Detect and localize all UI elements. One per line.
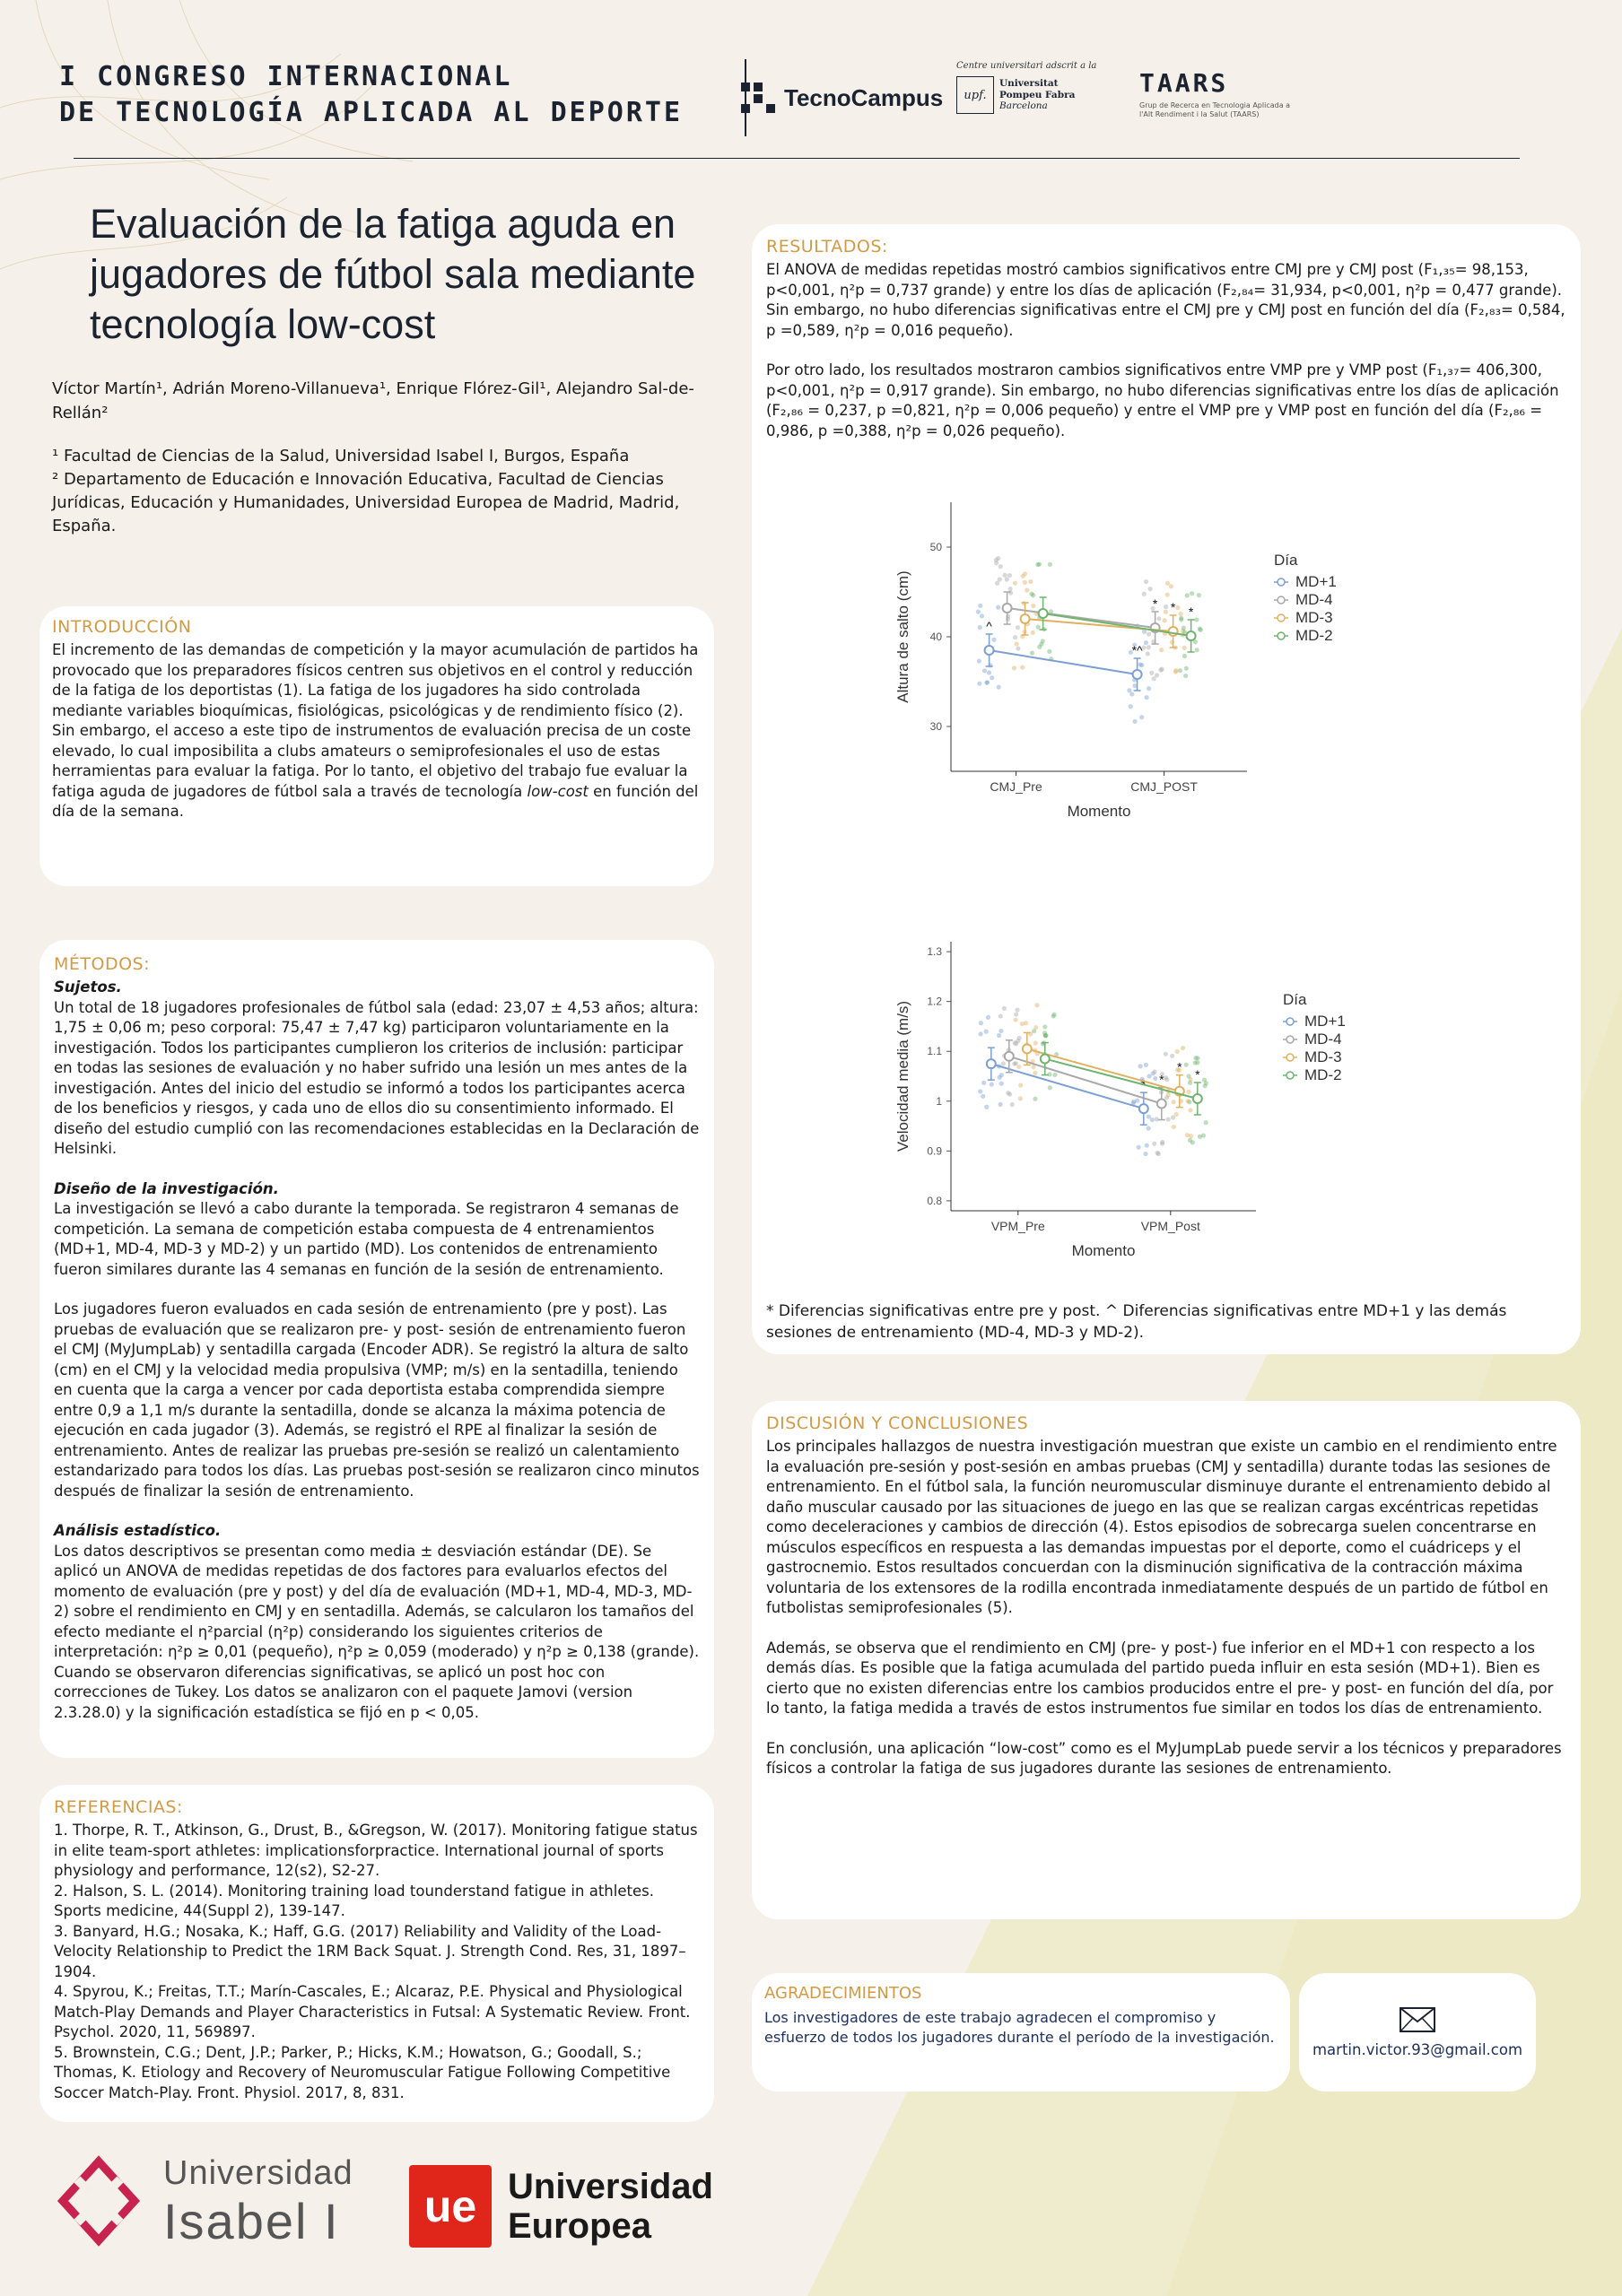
jitter-point: [1033, 1071, 1037, 1075]
jitter-point: [1139, 663, 1144, 667]
methods-card: [39, 940, 714, 1758]
jitter-point: [1149, 671, 1154, 675]
jitter-point: [1146, 651, 1150, 656]
significance-marker: *: [1159, 1072, 1164, 1087]
ack-card: [752, 1973, 1290, 2092]
jitter-point: [1147, 587, 1152, 591]
tecnocampus-icon: [741, 83, 777, 113]
results-footnote: * Diferencias significativas entre pre y post. ^ Diferencias significativas entre MD+1 y las demás sesiones de entrenamiento (MD-4, MD-3 y MD-2).: [766, 1302, 1507, 1342]
contact-card: [1299, 1973, 1536, 2092]
jitter-point: [979, 1031, 983, 1036]
jitter-point: [1181, 1046, 1185, 1050]
jitter-point: [977, 682, 981, 686]
jitter-point: [1144, 579, 1148, 584]
jitter-point: [1023, 580, 1027, 585]
mail-icon: [1400, 2007, 1435, 2032]
discussion-card: [752, 1401, 1581, 1919]
jitter-point: [1036, 625, 1041, 630]
jitter-point: [1008, 587, 1013, 591]
upf-mark: upf.: [956, 76, 994, 114]
ue-mark: [409, 2165, 492, 2248]
jitter-point: [1031, 604, 1035, 608]
jitter-point: [990, 675, 994, 680]
jitter-point: [1152, 676, 1156, 681]
jitter-point: [997, 685, 1001, 690]
legend-swatch: [1278, 596, 1285, 604]
jitter-point: [1031, 1065, 1035, 1069]
mean-point: [1005, 1052, 1014, 1061]
jitter-point: [1184, 666, 1189, 671]
jitter-point: [1164, 1052, 1168, 1057]
upf-name-3: Barcelona: [999, 100, 1048, 112]
isabel-line2: Isabel I: [163, 2193, 340, 2249]
jitter-point: [978, 625, 982, 630]
jitter-point: [1188, 1138, 1192, 1143]
jitter-point: [1052, 1073, 1057, 1077]
jitter-point: [1188, 1081, 1192, 1085]
jitter-point: [1010, 1102, 1015, 1107]
jitter-point: [1014, 1012, 1018, 1016]
mean-point: [1003, 604, 1012, 613]
jitter-point: [1166, 1118, 1171, 1122]
jitter-point: [1188, 1108, 1192, 1112]
methods-p3: Los jugadores fueron evaluados en cada sesión de entrenamiento (pre y post). Las pruebas de evaluación que se realizaron pre- y post- sesión de entrenamiento fueron el CMJ (MyJumpLab) y sentadilla cargada (Encoder ADR). Se registró la altura de salto (cm) en el CMJ y la velocidad media propulsiva (VMP; m/s) en la sentadilla, teniendo en cuenta que la carga a vencer por cada deportista estaba comprendida siempre entre 0,9 a 1,1 m/s durante la sentadilla, donde se alcanza la máxima potencia de ejecución en cada jugador (3). Además, se registró el RPE al finalizar la sesión de entrenamiento. Antes de realizar las pruebas pre-sesión se realizó un calentamiento estandarizado para todos los días. Las pruebas post-sesión se realizaron cinco minutos después de finalizar la sesión de entrenamiento.: [54, 1300, 700, 1500]
jitter-point: [1156, 616, 1161, 621]
series-line-MD+1: [990, 650, 1138, 674]
jitter-point: [1006, 614, 1010, 619]
universidad-europea-logo: [409, 2165, 713, 2248]
jitter-point: [1147, 1126, 1151, 1130]
jitter-point: [1051, 1013, 1056, 1018]
jitter-point: [1047, 1072, 1051, 1076]
mean-point: [1039, 609, 1048, 618]
jitter-point: [1165, 581, 1170, 586]
upf-logo: [956, 61, 1100, 114]
y-axis-title: Velocidad media (m/s): [894, 1000, 911, 1152]
jitter-point: [1030, 651, 1034, 656]
jitter-point: [1147, 1074, 1152, 1078]
contact-email-link[interactable]: martin.victor.93@gmail.com: [1312, 2040, 1523, 2058]
jitter-point: [987, 670, 991, 674]
mean-point: [1021, 614, 1030, 623]
jitter-point: [990, 1082, 994, 1086]
jitter-point: [1190, 591, 1194, 596]
jitter-point: [1203, 1083, 1208, 1088]
significance-marker: ^: [986, 619, 992, 633]
methods-sub-analisis: Análisis estadístico.: [54, 1522, 222, 1539]
x-tick-label: CMJ_Pre: [990, 779, 1042, 794]
jitter-point: [1182, 654, 1187, 658]
congress-title-line2: DE TECNOLOGÍA APLICADA AL DEPORTE: [59, 97, 684, 128]
jitter-point: [1145, 695, 1149, 700]
upf-name-1: Universitat: [999, 78, 1059, 90]
jitter-point: [1003, 573, 1007, 578]
jitter-point: [998, 1102, 1003, 1107]
jitter-point: [997, 1033, 1001, 1038]
legend-swatch: [1286, 1072, 1294, 1079]
jitter-point: [1012, 665, 1016, 670]
taars-title: TAARS: [1139, 68, 1229, 98]
jitter-point: [1002, 1006, 1007, 1011]
taars-subtitle: Grup de Recerca en Tecnologia Aplicada a l'Alt Rendiment i la Salut (TAARS): [1139, 101, 1291, 118]
jitter-point: [1016, 1065, 1021, 1069]
intro-text-b: en función del día de la semana.: [52, 782, 699, 820]
jitter-point: [1153, 1076, 1157, 1081]
references-card: [39, 1785, 714, 2122]
header-rule: [74, 158, 1520, 159]
jitter-point: [1182, 646, 1187, 650]
jitter-point: [1182, 626, 1186, 631]
jitter-point: [1193, 1056, 1198, 1060]
poster-title: Evaluación de la fatiga aguda en jugadores de fútbol sala mediante tecnología low-cost: [90, 201, 696, 347]
taars-logo: [1139, 68, 1292, 119]
mean-point: [1133, 670, 1142, 679]
jitter-point: [998, 1029, 1003, 1033]
jitter-point: [982, 668, 987, 673]
jitter-point: [1198, 1135, 1202, 1139]
significance-marker: *: [1152, 596, 1158, 611]
jitter-point: [1025, 588, 1029, 593]
jitter-point: [980, 613, 984, 618]
jitter-point: [1142, 630, 1147, 634]
jitter-point: [998, 564, 1003, 569]
significance-marker: *: [1188, 604, 1194, 619]
jitter-point: [1202, 1077, 1207, 1082]
methods-p4: Los datos descriptivos se presentan como media ± desviación estándar (DE). Se aplicó un ANOVA de medidas repetidas de dos factores para evaluarlos efectos del momento de evaluación (pre y post) y del día de evaluación (MD+1, MD-4, MD-3, MD-2) sobre el rendimiento en CMJ y en sentadilla. Además, se calcularon los tamaños del efecto mediante el η²parcial (η²p) considerando los siguientes criterios de interpretación: η²p ≥ 0,01 (pequeño), η²p ≥ 0,059 (moderado) y η²p ≥ 0,138 (grande). Cuando se observaron diferencias significativas, se aplicó un post hoc con correcciones de Tukey. Los datos se analizaron con el paquete Jamovi (version 2.3.28.0) y la significación estadística se fijó en p < 0,05.: [54, 1542, 700, 1721]
methods-sub-diseno: Diseño de la investigación.: [54, 1179, 279, 1197]
jitter-point: [1013, 1017, 1017, 1022]
jitter-point: [1204, 1120, 1208, 1125]
mean-point: [1193, 1094, 1202, 1103]
significance-marker: *: [1195, 1067, 1200, 1082]
methods-heading: MÉTODOS:: [54, 954, 151, 974]
y-tick-label: 0.8: [927, 1194, 942, 1207]
congress-title-line1: I CONGRESO INTERNACIONAL: [59, 61, 513, 92]
x-tick-label: VPM_Pre: [990, 1219, 1045, 1233]
jitter-point: [1144, 1063, 1148, 1067]
jitter-point: [1170, 1054, 1174, 1058]
jitter-point: [1178, 668, 1182, 673]
results-p1: El ANOVA de medidas repetidas mostró cambios significativos entre CMJ pre y CMJ post (F₁,₃₅= 98,153, p<0,001, η²p = 0,737 grande) y entre los días de aplicación (F₂,₈₄= 31,934, p<0,001, η²p = 0,477 grande). Sin embargo, no hubo diferencias significativas entre el CMJ pre y CMJ post en función del día (F₂,₈₃= 0,584, p =0,589, η²p = 0,016 pequeño).: [766, 261, 1565, 339]
jitter-point: [1158, 668, 1163, 673]
legend-label-MD+1: MD+1: [1295, 573, 1337, 590]
jitter-point: [1048, 1085, 1052, 1090]
jitter-point: [1159, 648, 1164, 652]
legend-label-MD+1: MD+1: [1304, 1013, 1346, 1030]
jitter-point: [1166, 1092, 1171, 1097]
y-tick-label: 0.9: [927, 1144, 942, 1158]
mean-point: [1187, 631, 1196, 640]
jitter-point: [1015, 1007, 1019, 1012]
jitter-point: [1147, 631, 1151, 636]
legend-swatch: [1286, 1036, 1294, 1043]
jitter-point: [1187, 1100, 1191, 1104]
mean-point: [1041, 1055, 1050, 1064]
methods-p2: La investigación se llevó a cabo durante la temporada. Se registraron 4 semanas de competición. La semana de competición estaba compuesta de 4 entrenamientos (MD+1, MD-4, MD-3 y MD-2) y un partido (MD). Los contenidos de entrenamiento fueron similares durante las 4 semanas en función de la sesión de entrenamiento.: [54, 1200, 679, 1278]
jitter-point: [984, 1105, 989, 1109]
y-tick-label: 1.2: [927, 995, 942, 1008]
tecnocampus-name: TecnoCampus: [784, 83, 944, 111]
y-tick-label: 30: [929, 720, 942, 733]
jitter-point: [1135, 1099, 1139, 1103]
legend-label-MD-3: MD-3: [1295, 609, 1333, 626]
y-tick-label: 50: [929, 541, 942, 553]
jitter-point: [976, 610, 981, 614]
jitter-point: [1016, 625, 1020, 630]
legend-swatch: [1286, 1054, 1294, 1061]
discussion-p1: Los principales hallazgos de nuestra investigación muestran que existe un cambio en el rendimiento entre la evaluación pre-sesión y post-sesión en ambas pruebas (CMJ y sentadilla) durante todas las sesiones de entrenamiento. En el fútbol sala, la función neuromuscular disminuye durante el entrenamiento debido al daño muscular causado por las situaciones de juego en las que se realizan cargas excéntricas repetidas como deceleraciones y cambios de dirección (4). Estos episodios de sobrecarga suelen concentrarse en músculos específicos en respuesta a las demandas impuestas por el deporte, como el cuádriceps y el gastrocnemio. Estos resultados concuerdan con la disminución significativa de la contracción máxima voluntaria de los extensores de la rodilla encontrada inmediatamente después de un partido de fútbol en futbolistas semiprofesionales (5).: [766, 1438, 1557, 1616]
jitter-point: [977, 658, 981, 663]
isabel-line1: Universidad: [163, 2154, 353, 2192]
jitter-point: [1164, 1077, 1169, 1082]
ue-line1: Universidad: [508, 2167, 713, 2206]
x-tick-label: VPM_Post: [1140, 1219, 1200, 1233]
jitter-point: [1147, 645, 1151, 649]
jitter-point: [1185, 593, 1190, 597]
legend-swatch: [1278, 632, 1285, 639]
jitter-point: [1023, 571, 1027, 576]
legend-title: Día: [1283, 991, 1307, 1008]
intro-heading: INTRODUCCIÓN: [52, 617, 192, 637]
jitter-point: [1185, 1133, 1190, 1137]
affiliations: [52, 445, 707, 538]
cmj-chart: [888, 493, 1426, 852]
legend-swatch: [1278, 614, 1285, 622]
jitter-point: [1018, 1083, 1023, 1088]
jitter-point: [1048, 562, 1052, 567]
jitter-point: [1142, 592, 1147, 596]
jitter-point: [1033, 1040, 1038, 1045]
jitter-point: [1032, 1029, 1036, 1033]
legend-label-MD-4: MD-4: [1295, 591, 1333, 608]
jitter-point: [1199, 628, 1203, 632]
jitter-point: [1138, 1064, 1143, 1068]
jitter-point: [1164, 604, 1168, 609]
mean-point: [1157, 1100, 1166, 1109]
jitter-point: [1013, 1040, 1017, 1045]
jitter-point: [1147, 1114, 1151, 1118]
jitter-point: [1179, 612, 1183, 616]
ack-text: Los investigadores de este trabajo agradecen el compromiso y esfuerzo de todos los jugadores durante el período de la investigación.: [764, 2009, 1275, 2046]
jitter-point: [1165, 593, 1170, 597]
jitter-point: [1175, 605, 1180, 610]
mean-point: [985, 646, 994, 655]
jitter-point: [1018, 1096, 1023, 1100]
jitter-point: [1175, 1049, 1180, 1054]
jitter-point: [1028, 579, 1033, 584]
jitter-point: [1132, 683, 1137, 688]
y-tick-label: 40: [929, 631, 942, 643]
x-tick-label: CMJ_POST: [1130, 779, 1198, 794]
jitter-point: [1024, 1021, 1028, 1025]
references-heading: REFERENCIAS:: [54, 1797, 183, 1817]
authors: Víctor Martín¹, Adrián Moreno-Villanueva¹, Enrique Flórez-Gil¹, Alejandro Sal-de-Rellán²: [52, 379, 694, 422]
jitter-point: [1016, 646, 1020, 650]
affiliation-2: ² Departamento de Educación e Innovación Educativa, Facultad de Ciencias Jurídicas, Educación y Humanidades, Universidad Europea de Madrid, Madrid, España.: [52, 470, 680, 535]
ack-heading: AGRADECIMIENTOS: [764, 1984, 922, 2003]
y-tick-label: 1.1: [927, 1045, 942, 1058]
jitter-point: [1007, 573, 1012, 578]
legend-swatch: [1278, 578, 1285, 586]
reference-4: 4. Spyrou, K.; Freitas, T.T.; Marín-Cascales, E.; Alcaraz, P.E. Physical and Physiological Match-Play Demands and Player Characteristics in Futsal: A Systematic Review. Front. Psychol. 2020, 11, 569897.: [54, 1983, 691, 2040]
jitter-point: [998, 577, 1002, 581]
intro-text: [52, 640, 702, 822]
mean-point: [1023, 1044, 1032, 1053]
jitter-point: [1034, 1003, 1039, 1007]
jitter-point: [994, 558, 998, 562]
jitter-point: [1186, 1074, 1190, 1078]
results-heading: RESULTADOS:: [766, 237, 888, 257]
congress-title: [59, 59, 683, 131]
jitter-point: [999, 1082, 1004, 1086]
jitter-point: [1013, 635, 1017, 639]
jitter-point: [1037, 561, 1042, 566]
jitter-point: [1172, 1125, 1176, 1129]
vmp-chart: [888, 933, 1426, 1265]
significance-marker: *: [1170, 600, 1176, 614]
jitter-point: [1145, 1144, 1149, 1148]
reference-2: 2. Halson, S. L. (2014). Monitoring training load tounderstand fatigue in athletes. Sports medicine, 44(Suppl 2), 139-147.: [54, 1882, 654, 1919]
jitter-point: [1137, 1145, 1141, 1150]
jitter-point: [1037, 645, 1042, 649]
y-axis-title: Altura de salto (cm): [894, 570, 911, 703]
jitter-point: [1184, 1063, 1189, 1067]
jitter-point: [1031, 631, 1035, 635]
jitter-point: [1014, 1061, 1018, 1065]
jitter-point: [999, 1073, 1004, 1077]
jitter-point: [981, 1081, 986, 1085]
x-axis-title: Momento: [1071, 1242, 1136, 1259]
tecnocampus-logo: [741, 83, 943, 113]
legend-label-MD-2: MD-2: [1304, 1066, 1342, 1083]
jitter-point: [1155, 673, 1159, 677]
jitter-point: [1047, 649, 1051, 654]
significance-marker: *^: [1131, 643, 1143, 657]
jitter-point: [1169, 584, 1173, 588]
jitter-point: [978, 1089, 982, 1093]
ue-mark-text: ue: [423, 2181, 477, 2231]
discussion-p2: Además, se observa que el rendimiento en CMJ (pre- y post-) fue inferior en el MD+1 con respecto a los demás días. Es posible que la fatiga acumulada del partido pueda influir en esta sesión (MD+1). Bien es cierto que no existen diferencias entre los cambios producidos entre el pre- y post- en función del día, por lo tanto, la fatiga medida a través de estos instrumentos fue similar en todos los días de entrenamiento.: [766, 1639, 1554, 1717]
jitter-point: [1152, 1069, 1156, 1074]
jitter-point: [1160, 1142, 1164, 1146]
legend-label-MD-4: MD-4: [1304, 1031, 1342, 1048]
methods-sub-sujetos: Sujetos.: [54, 978, 122, 996]
series-line-MD+1: [991, 1064, 1144, 1109]
legend-label-MD-2: MD-2: [1295, 627, 1333, 644]
jitter-point: [1173, 668, 1178, 673]
jitter-point: [996, 605, 1000, 610]
series-line-MD-2: [1043, 613, 1191, 636]
upf-name-2: Pompeu Fabra: [999, 89, 1076, 100]
jitter-point: [1041, 639, 1045, 643]
reference-1: 1. Thorpe, R. T., Atkinson, G., Drust, B., &Gregson, W. (2017). Monitoring fatigue status in elite team-sport athletes: implicationsforpractice. International journal of sports physiology and performance, 12(s2), S2-27.: [54, 1822, 698, 1879]
jitter-point: [1183, 674, 1188, 678]
series-line-MD-2: [1045, 1059, 1198, 1099]
jitter-point: [1017, 1036, 1022, 1040]
jitter-point: [1031, 593, 1035, 597]
methods-p1: Un total de 18 jugadores profesionales de fútbol sala (edad: 23,07 ± 4,53 años; altura: 1,75 ± 0,06 m; peso corporal: 75,47 ± 7,47 kg) participaron voluntariamente en la investigación. Todos los participantes cumplieron los criterios de inclusión: participar en todas las sesiones de evaluación y no haber sufrido una lesión un mes antes de la investigación. Antes del inicio del estudio se informó a todos los participantes acerca de los beneficios y riesgos, y cada uno de ellos dio su consentimiento informado. El diseño del estudio cumplió con las recomendaciones establecidas en la Declaración de Helsinki.: [54, 998, 700, 1157]
jitter-point: [1197, 593, 1201, 597]
jitter-point: [1042, 1024, 1047, 1029]
reference-3: 3. Banyard, H.G.; Nosaka, K.; Haff, G.G. (2017) Reliability and Validity of the Load-Velocity Relationship to Predict the 1RM Back Squat. J. Strength Cond. Res, 31, 1897–1904.: [54, 1922, 686, 1980]
jitter-point: [1193, 1060, 1198, 1065]
jitter-point: [1150, 1118, 1155, 1122]
jitter-point: [1007, 1092, 1012, 1097]
legend-label-MD-3: MD-3: [1304, 1048, 1342, 1065]
significance-marker: *: [1177, 1059, 1182, 1074]
intro-text-em: low-cost: [527, 782, 589, 800]
jitter-point: [1033, 1097, 1037, 1101]
mean-point: [1139, 1104, 1148, 1113]
jitter-point: [1127, 688, 1131, 692]
jitter-point: [1147, 686, 1151, 691]
jitter-point: [1194, 617, 1199, 622]
mean-point: [987, 1059, 996, 1068]
jitter-point: [978, 604, 982, 608]
jitter-point: [1015, 641, 1019, 646]
jitter-point: [985, 680, 990, 684]
jitter-point: [979, 1021, 983, 1025]
jitter-point: [986, 1015, 990, 1020]
affiliation-1: ¹ Facultad de Ciencias de la Salud, Universidad Isabel I, Burgos, España: [52, 447, 630, 465]
jitter-point: [1132, 719, 1137, 724]
jitter-point: [984, 1030, 989, 1034]
jitter-point: [1162, 618, 1166, 622]
jitter-point: [1001, 1061, 1006, 1065]
jitter-point: [1005, 577, 1009, 581]
legend-title: Día: [1274, 552, 1298, 569]
intro-text-a: El incremento de las demandas de competición y la mayor acumulación de partidos ha provocado que los preparadores físicos centren sus objetivos en el control y reducción de la fatiga de los deportistas (1). La fatiga de los jugadores ha sido controlada mediante variables bioquímicas, fisiológicas, psicológicas y de rendimiento físico (2). Sin embargo, el acceso a este tipo de instrumentos de evaluación precisa de un coste elevado, lo cual imposibilita a clubs amateurs o semiprofesionales el uso de estas herramientas para evaluar la fatiga. Por lo tanto, el objetivo del trabajo fue evaluar la fatiga aguda de jugadores de fútbol sala a través de tecnología: [52, 641, 699, 800]
jitter-point: [1043, 1033, 1048, 1038]
jitter-point: [1129, 704, 1133, 709]
y-tick-label: 1.3: [927, 945, 942, 959]
jitter-point: [1143, 1152, 1147, 1156]
y-tick-label: 1: [936, 1094, 942, 1108]
discussion-heading: DISCUSIÓN Y CONCLUSIONES: [766, 1413, 1029, 1433]
universidad-isabel-logo: [50, 2152, 353, 2249]
jitter-point: [1164, 610, 1168, 614]
results-p2: Por otro lado, los resultados mostraron cambios significativos entre VMP pre y VMP post (F₁,₃₇= 406,300, p<0,001, η²p = 0,917 grande). Sin embargo, no hubo diferencias significativas entre los días de aplicación (F₂,₈₆ = 0,237, p =0,821, η²p = 0,006 pequeño) y entre el VMP pre y VMP post en función del día (F₂,₈₆ = 0,986, p =0,388, η²p = 0,026 pequeño).: [766, 361, 1559, 439]
jitter-point: [991, 638, 996, 642]
discussion-p3: En conclusión, una aplicación “low-cost” como es el MyJumpLab puede servir a los técnicos y preparadores físicos a controlar la fatiga de sus jugadores durante las sesiones de entrenamiento.: [766, 1739, 1562, 1777]
jitter-point: [1195, 648, 1199, 652]
intro-card: [39, 606, 714, 886]
jitter-point: [1171, 1100, 1175, 1104]
upf-caption: Centre universitari adscrit a la: [956, 61, 1097, 71]
jitter-point: [1013, 581, 1017, 586]
isabel-emblem-icon: [50, 2152, 147, 2249]
jitter-point: [1020, 665, 1025, 669]
jitter-point: [1174, 1112, 1179, 1117]
jitter-point: [1179, 617, 1183, 622]
jitter-point: [1156, 1152, 1161, 1156]
reference-5: 5. Brownstein, C.G.; Dent, J.P.; Parker, P.; Hicks, K.M.; Howatson, G.; Goodall, S.; Thomas, K. Etiology and Recovery of Neuromuscular Fatigue Following Competitive Soccer Match-Play. Front. Physiol. 2017, 8, 831.: [54, 2043, 671, 2101]
jitter-point: [998, 1013, 1003, 1018]
jitter-point: [1144, 640, 1148, 645]
jitter-point: [1152, 1142, 1156, 1146]
jitter-point: [1186, 1090, 1190, 1094]
legend-swatch: [1286, 1018, 1294, 1025]
jitter-point: [1139, 715, 1144, 719]
x-axis-title: Momento: [1067, 803, 1131, 820]
jitter-point: [981, 1094, 985, 1099]
ue-line2: Europea: [508, 2206, 652, 2246]
